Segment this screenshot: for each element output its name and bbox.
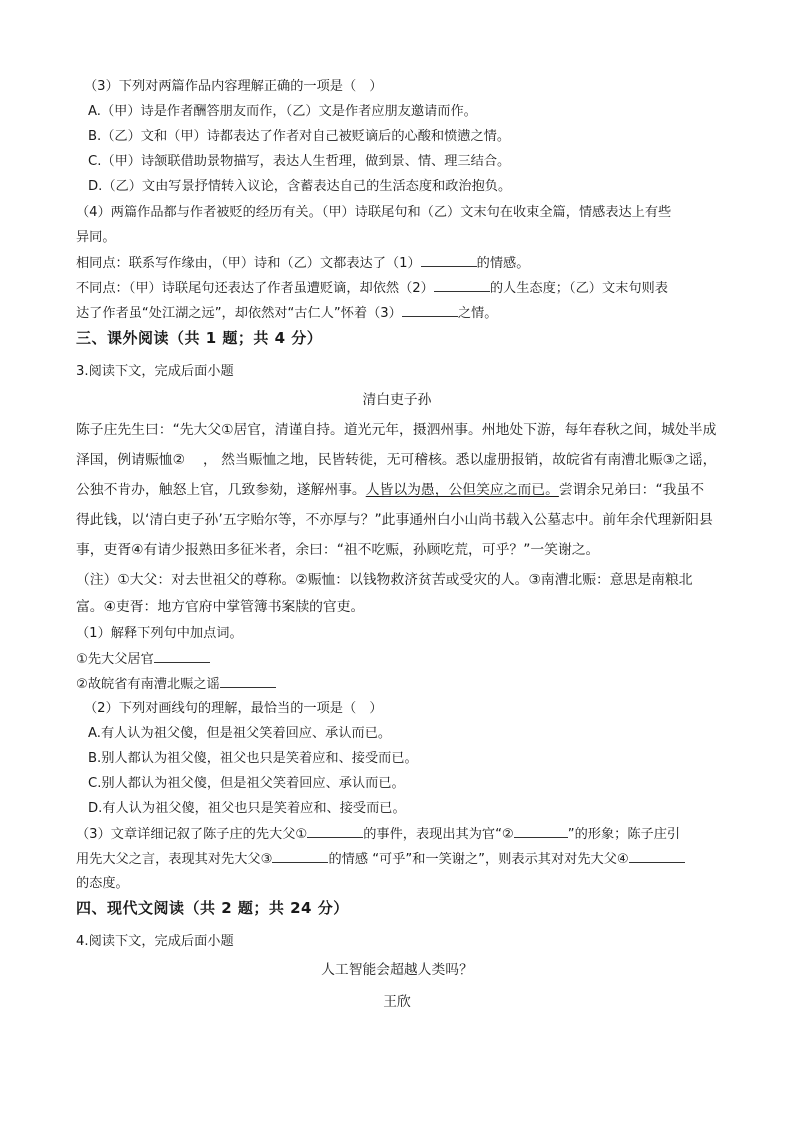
- notes-line-1: （注）①大父：对去世祖父的尊称。②赈恤：以钱物救济贫苦或受灾的人。③南漕北赈：意思是南粮北: [76, 572, 693, 588]
- s3-sub1-stem: （1）解释下列句中加点词。: [76, 626, 243, 641]
- s3-sub3-line2: [76, 850, 685, 869]
- passage-author: 王欣: [383, 994, 411, 1010]
- s3-sub3-line3: 的态度。: [76, 876, 129, 891]
- answer-blank-3[interactable]: [272, 850, 328, 863]
- q2-sub3-option-b[interactable]: B.（乙）文和（甲）诗都表达了作者对自己被贬谪后的心酸和愤懑之情。: [88, 129, 511, 144]
- q2-sub4-stem-line2: 异同。: [76, 230, 116, 245]
- s3-sub3-line1: [76, 825, 680, 844]
- text: 的情感 “可乎”和一笑谢之”，则表示其对对先大父④: [328, 852, 629, 867]
- section-4-heading: 四、现代文阅读（共 2 题；共 24 分）: [76, 899, 349, 917]
- s3-sub2-option-d[interactable]: D.有人认为祖父傻，祖父也只是笑着应和、接受而已。: [88, 801, 406, 816]
- passage-title: 清白吏子孙: [362, 392, 432, 408]
- text: 达了作者虽“处江湖之远”，却依然对“古仁人”怀着（3）: [76, 306, 402, 321]
- passage-line-1: 陈子庄先生曰：“先大父①居官，清谨自持。道光元年，摄泗州事。州地处下游，每年春秋之间，城处半成: [76, 422, 717, 438]
- answer-blank-2[interactable]: [514, 825, 568, 838]
- answer-blank[interactable]: [220, 675, 276, 688]
- passage-line-3: [76, 481, 704, 499]
- text: （3）文章详细记叙了陈子庄的先大父①: [76, 827, 308, 842]
- notes-line-2: 富。④吏胥：地方官府中掌管簿书案牍的官吏。: [76, 599, 365, 615]
- text: ①先大父居官: [76, 652, 154, 667]
- answer-blank-3[interactable]: [402, 304, 458, 317]
- passage-line-5: 事，吏胥④有请少报熟田多征米者，余曰：“祖不吃赈，孙顾吃荒，可乎？”一笑谢之。: [76, 542, 600, 558]
- passage-line-4: 得此钱，以‘清白吏子孙’五字贻尔等，不亦厚与？”此事通州白小山尚书载入公墓志中。前年余代理新阳县: [76, 512, 713, 528]
- s3-sub2-option-a[interactable]: A.有人认为祖父傻，但是祖父笑着回应、承认而已。: [88, 726, 392, 741]
- text: 相同点：联系写作缘由，（甲）诗和（乙）文都表达了（1）: [76, 256, 421, 271]
- q2-sub4-diff-line2: [76, 304, 497, 323]
- section-3-heading: 三、课外阅读（共 1 题；共 4 分）: [76, 329, 323, 347]
- answer-blank-1[interactable]: [421, 254, 477, 267]
- text: ， 然当赈恤之地，民皆转徙，无可稽核。悉以虚册报销，故皖省有南漕北赈③之谣，: [202, 452, 717, 468]
- answer-blank-1[interactable]: [307, 825, 363, 838]
- section-4-intro: 4.阅读下文，完成后面小题: [76, 934, 234, 949]
- answer-blank-4[interactable]: [629, 850, 685, 863]
- text: 公独不肯办，触怒上官，几致参劾，遂解州事。: [76, 482, 366, 498]
- text: ”的形象；陈子庄引: [567, 827, 681, 842]
- passage-title: 人工智能会超越人类吗？: [321, 962, 473, 978]
- answer-blank[interactable]: [154, 650, 210, 663]
- q2-sub3-option-a[interactable]: A.（甲）诗是作者酬答朋友而作，（乙）文是作者应朋友邀请而作。: [88, 104, 477, 119]
- s3-sub2-option-c[interactable]: C.别人都认为祖父傻，但是祖父笑着回应、承认而已。: [88, 776, 405, 791]
- q2-sub4-diff-line1: [76, 279, 668, 298]
- text: 不同点：（甲）诗联尾句还表达了作者虽遭贬谪，却依然（2）: [76, 281, 434, 296]
- answer-blank-2[interactable]: [434, 279, 490, 292]
- text: 之情。: [457, 306, 498, 321]
- q2-sub3-option-c[interactable]: C.（甲）诗颔联借助景物描写，表达人生哲理，做到景、情、理三结合。: [88, 154, 511, 169]
- q2-sub4-stem-line1: （4）两篇作品都与作者被贬的经历有关。（甲）诗联尾句和（乙）文末句在收束全篇，情感表达上有些: [76, 205, 672, 220]
- s3-sub2-option-b[interactable]: B.别人都认为祖父傻，祖父也只是笑着应和、接受而已。: [88, 751, 418, 766]
- underlined-sentence: 人皆以为愚，公但笑应之而已。: [365, 482, 559, 498]
- section-3-intro: 3.阅读下文，完成后面小题: [76, 364, 234, 379]
- s3-sub1-item2: [76, 675, 276, 694]
- text: 用先大父之言，表现其对先大父③: [76, 852, 273, 867]
- q2-sub3-stem: （3）下列对两篇作品内容理解正确的一项是（ ）: [84, 79, 383, 94]
- text: ②故皖省有南漕北赈之谣: [76, 677, 220, 692]
- text: 的人生态度；（乙）文末句则表: [489, 281, 668, 296]
- text: 的情感。: [476, 256, 530, 271]
- text: 尝谓余兄弟曰：“我虽不: [558, 482, 705, 498]
- q2-sub3-option-d[interactable]: D.（乙）文由写景抒情转入议论，含蓄表达自己的生活态度和政治抱负。: [88, 179, 512, 194]
- passage-line-2: [76, 451, 716, 469]
- text: 的事件，表现出其为官“②: [363, 827, 514, 842]
- s3-sub2-stem: （2）下列对画线句的理解，最恰当的一项是（ ）: [84, 701, 383, 716]
- s3-sub1-item1: [76, 650, 210, 669]
- q2-sub4-same-point: [76, 254, 529, 273]
- text: 泽国，例请赈恤②: [76, 452, 185, 468]
